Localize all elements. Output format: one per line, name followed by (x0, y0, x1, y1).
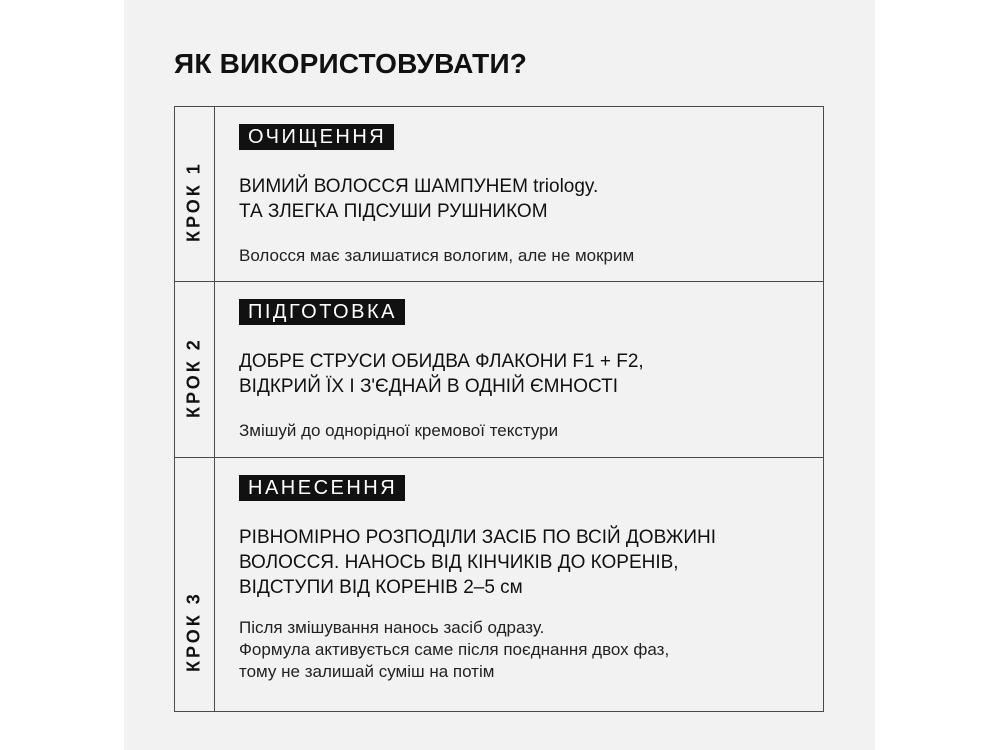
step-1-note: Волосся має залишатися вологим, але не мокрим (239, 246, 635, 265)
step-2-number: КРОК 2 (183, 337, 204, 418)
step-1-body (239, 124, 803, 267)
step-3-instruction: РІВНОМІРНО РОЗПОДІЛИ ЗАСІБ ПО ВСІЙ ДОВЖИНІ ВОЛОССЯ. НАНОСЬ ВІД КІНЧИКІВ ДО КОРЕНІВ, ВІДСТУПИ ВІД КОРЕНІВ 2–5 см (239, 527, 717, 598)
step-3-number: КРОК 3 (183, 591, 204, 672)
step-1-badge: ОЧИЩЕННЯ (239, 124, 394, 150)
step-2-note: Змішуй до однорідної кремової текстури (239, 421, 559, 440)
step-2-side-cell (175, 282, 215, 457)
page-title: ЯК ВИКОРИСТОВУВАТИ? (174, 48, 528, 79)
step-2-body (239, 299, 803, 442)
step-1 (175, 107, 823, 281)
instructions-panel (124, 0, 875, 750)
step-1-side-cell (175, 107, 215, 281)
step-3-body (239, 475, 803, 683)
step-3-side-cell (175, 458, 215, 711)
step-2-instruction: ДОБРЕ СТРУСИ ОБИДВА ФЛАКОНИ F1 + F2, ВІДКРИЙ ЇХ І З'ЄДНАЙ В ОДНІЙ ЄМНОСТІ (239, 351, 644, 397)
steps-table (174, 106, 824, 712)
step-3-note: Після змішування нанось засіб одразу. Формула активується саме після поєднання двох фаз, тому не залишай суміш на потім (239, 618, 670, 681)
step-3 (175, 457, 823, 711)
step-3-badge: НАНЕСЕННЯ (239, 475, 405, 501)
step-1-number: КРОК 1 (183, 161, 204, 242)
step-1-instruction: ВИМИЙ ВОЛОССЯ ШАМПУНЕМ triology. ТА ЗЛЕГКА ПІДСУШИ РУШНИКОМ (239, 176, 599, 222)
step-2 (175, 281, 823, 457)
step-2-badge: ПІДГОТОВКА (239, 299, 405, 325)
